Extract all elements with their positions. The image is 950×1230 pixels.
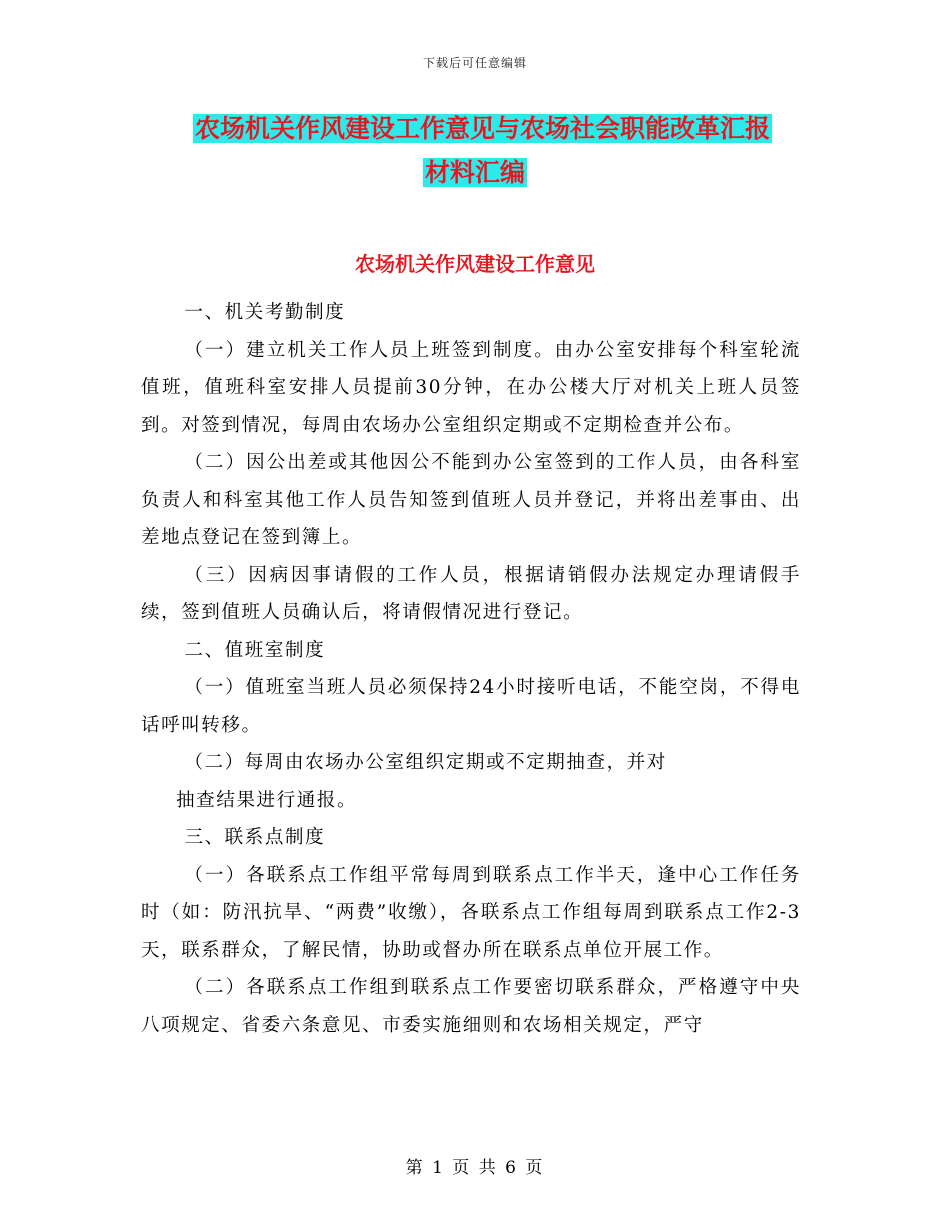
- paragraph: （二）每周由农场办公室组织定期或不定期抽查，并对: [184, 752, 667, 773]
- paragraph: （一）值班室当班人员必须保持24小时接听电话，不能空岗，不得电话呼叫转移。: [141, 677, 801, 736]
- paragraph: （三）因病因事请假的工作人员，根据请销假办法规定办理请假手续，签到值班人员确认后，将请假情况进行登记。: [141, 564, 801, 623]
- paragraph: （一）建立机关工作人员上班签到制度。由办公室安排每个科室轮流值班，值班科室安排人员提前30分钟，在办公楼大厅对机关上班人员签到。对签到情况，每周由农场办公室组织定期或不定期检查并公布。: [141, 339, 801, 436]
- document-title-line-1: [193, 111, 803, 147]
- document-body: [141, 294, 801, 1044]
- document-title-line-2: [0, 155, 950, 191]
- title-highlight-2: 材料汇编: [424, 158, 525, 187]
- section-title: 农场机关作风建设工作意见: [355, 252, 595, 276]
- paragraph: （一）各联系点工作组平常每周到联系点工作半天，逢中心工作任务时（如：防汛抗旱、“两费”收缴），各联系点工作组每周到联系点工作2-3天，联系群众，了解民情，协助或督办所在联系点单位开展工作。: [141, 864, 801, 961]
- page-header-note: 下载后可任意编辑: [422, 56, 527, 70]
- paragraph: （二）因公出差或其他因公不能到办公室签到的工作人员，由各科室负责人和科室其他工作人员告知签到值班人员并登记，并将出差事由、出差地点登记在签到簿上。: [141, 452, 801, 548]
- heading-contact-point: 三、联系点制度: [184, 827, 326, 848]
- heading-duty-room: 二、值班室制度: [184, 639, 326, 661]
- paragraph-continuation: 抽查结果进行通报。: [176, 789, 358, 811]
- paragraph: （二）各联系点工作组到联系点工作要密切联系群众，严格遵守中央八项规定、省委六条意见、市委实施细则和农场相关规定，严守: [141, 977, 801, 1036]
- page-footer: 第 1 页 共 6 页: [405, 1158, 545, 1178]
- title-highlight-1: 农场机关作风建设工作意见与农场社会职能改革汇报: [195, 114, 771, 143]
- heading-attendance: 一、机关考勤制度: [184, 302, 346, 323]
